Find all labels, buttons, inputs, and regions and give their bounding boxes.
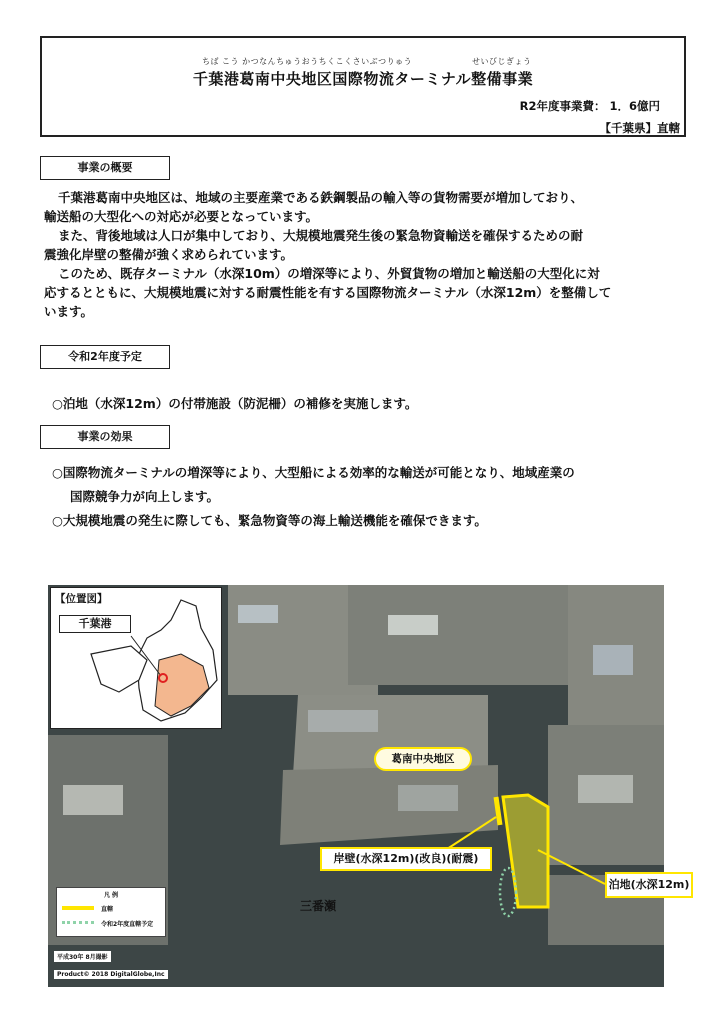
district-callout: 葛南中央地区 [374, 747, 472, 771]
plan-item: ○泊地（水深12m）の付帯施設（防泥柵）の補修を実施します。 [52, 396, 418, 411]
chiba-outline-map [51, 588, 223, 730]
quay-wall-callout: 岸壁(水深12m)(改良)(耐震) [320, 847, 492, 871]
jurisdiction-text: 【千葉県】直轄 [599, 121, 680, 135]
overview-line: 輸送船の大型化への対応が必要となっています。 [44, 209, 319, 224]
section-label-overview: 事業の概要 [40, 156, 170, 180]
effect-item-1-continuation: 国際競争力が向上します。 [70, 489, 220, 504]
overview-line: 震強化岸壁の整備が強く求められています。 [44, 247, 294, 262]
location-inset [50, 587, 222, 729]
title-block [40, 36, 686, 137]
overview-line: また、背後地域は人口が集中しており、大規模地震発生後の緊急物資輸送を確保するための耐 [58, 228, 584, 243]
location-port-label: 千葉港 [59, 615, 131, 633]
effect-item-1: ○国際物流ターミナルの増深等により、大型船による効率的な輸送が可能となり、地域産業の [52, 465, 575, 480]
effect-item-2: ○大規模地震の発生に際しても、緊急物資等の海上輸送機能を確保できます。 [52, 513, 487, 528]
title-ruby-name: ちば こう かつなんちゅうおうちくこくさいぶつりゅう [202, 57, 413, 66]
section-label-effects: 事業の効果 [40, 425, 170, 449]
legend-planned-label: 令和2年度直轄予定 [101, 921, 154, 928]
overview-line: います。 [44, 304, 94, 319]
aerial-map [48, 585, 690, 987]
title-ruby-seibi: せいびじぎょう [472, 57, 532, 66]
map-legend [56, 887, 166, 937]
location-inset-title: 【位置図】 [55, 593, 108, 605]
legend-planned-swatch [62, 921, 94, 924]
photo-date: 平成30年 8月撮影 [54, 951, 111, 962]
overview-line: 千葉港葛南中央地区は、地域の主要産業である鉄鋼製品の輸入等の貨物需要が増加しており、 [58, 190, 584, 205]
overview-paragraph [44, 188, 684, 321]
overview-line: このため、既存ターミナル（水深10m）の増深等により、外貿貨物の増加と輸送船の大型化に対 [58, 266, 600, 281]
budget-text: R2年度事業費： 1．6億円 [519, 99, 660, 113]
legend-direct-label: 直轄 [101, 906, 114, 913]
sea-area-label: 三番瀬 [300, 899, 337, 913]
page-title: 千葉港葛南中央地区国際物流ターミナル整備事業 [192, 70, 534, 88]
section-label-plan: 令和2年度予定 [40, 345, 170, 369]
overview-line: 応するとともに、大規模地震に対する耐震性能を有する国際物流ターミナル（水深12m）を整備して [44, 285, 612, 300]
berth-callout: 泊地(水深12m) [605, 872, 693, 898]
legend-title: 凡 例 [103, 892, 119, 899]
legend-direct-swatch [62, 906, 94, 910]
image-credit: Product© 2018 DigitalGlobe,Inc [54, 970, 168, 979]
